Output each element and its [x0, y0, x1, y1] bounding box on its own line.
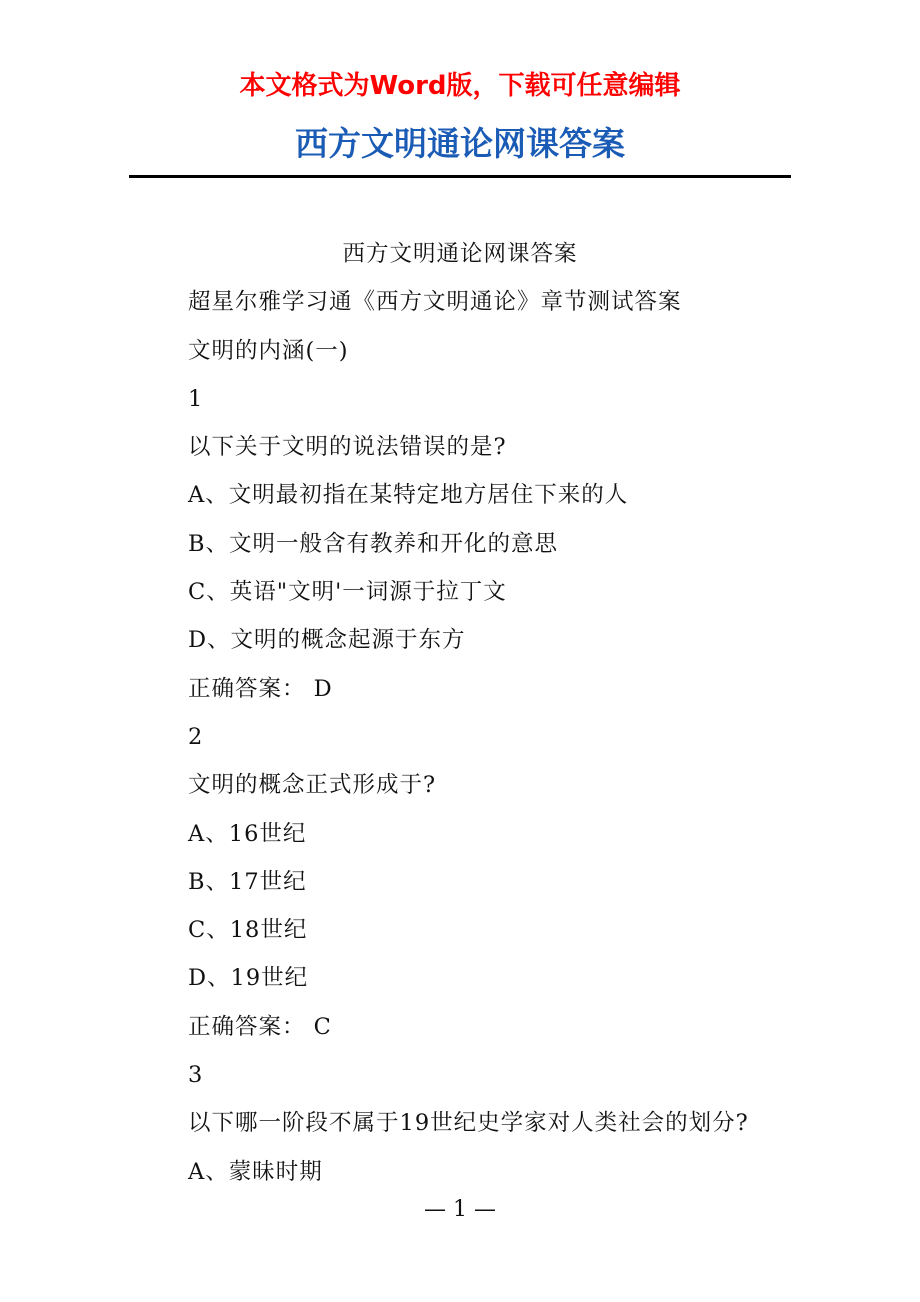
answer-option: D、19世纪 — [188, 965, 309, 992]
correct-answer: 正确答案： C — [188, 1013, 332, 1040]
title-divider — [129, 175, 791, 178]
question-text: 以下哪一阶段不属于19世纪史学家对人类社会的划分? — [188, 1110, 749, 1137]
answer-option: A、文明最初指在某特定地方居住下来的人 — [188, 482, 629, 509]
document-body — [188, 230, 808, 1196]
document-title: 西方文明通论网课答案 — [295, 124, 625, 163]
answer-option: B、文明一般含有教养和开化的意思 — [188, 530, 559, 557]
question-text: 以下关于文明的说法错误的是? — [188, 434, 507, 461]
answer-option: A、16世纪 — [188, 820, 307, 847]
body-heading: 西方文明通论网课答案 — [342, 241, 578, 267]
correct-answer: 正确答案： D — [188, 675, 333, 702]
question-text: 文明的概念正式形成于? — [188, 772, 437, 799]
answer-option: B、17世纪 — [188, 868, 307, 895]
answer-option: C、18世纪 — [188, 917, 308, 944]
answer-option: C、英语"文明'一词源于拉丁文 — [188, 579, 507, 606]
page-number: — 1 — — [424, 1197, 496, 1222]
question-number: 3 — [188, 1062, 204, 1089]
question-number: 1 — [188, 385, 204, 412]
format-notice-banner: 本文格式为Word版，下载可任意编辑 — [239, 71, 681, 101]
question-number: 2 — [188, 723, 204, 750]
answer-option: A、蒙昧时期 — [188, 1158, 323, 1185]
section-heading: 文明的内涵(一) — [188, 337, 349, 364]
course-subtitle: 超星尔雅学习通《西方文明通论》章节测试答案 — [188, 289, 682, 316]
answer-option: D、文明的概念起源于东方 — [188, 627, 466, 654]
